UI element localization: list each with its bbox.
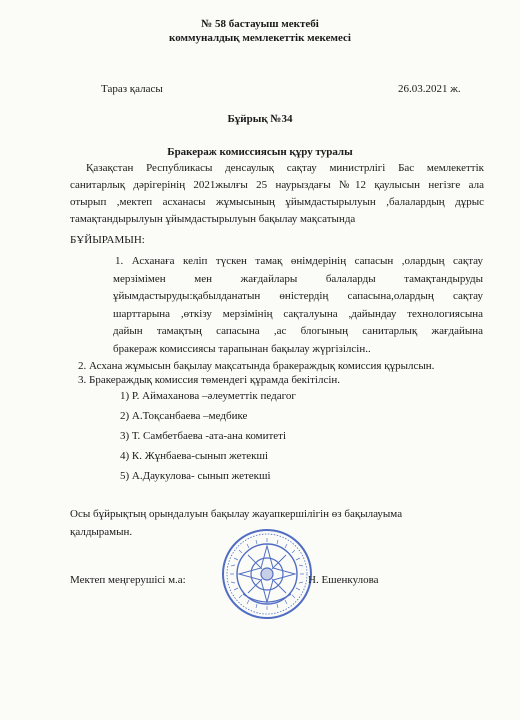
member-item: 4) К. Жұнбаева-сынып жетекші bbox=[120, 450, 269, 462]
date: 26.03.2021 ж. bbox=[398, 83, 461, 95]
item-1-line: дайын тамақтың сапасына ,ас блогының санитарлық жағдайына bbox=[113, 325, 483, 337]
item-1-line: 1. Асханаға келіп түскен тамақ өнімдерінің сапасын ,олардың сақтау bbox=[115, 255, 483, 267]
member-item: 2) А.Тоқсанбаева –медбике bbox=[120, 410, 248, 422]
member-item: 1) Р. Аймаханова –әлеуметтік педагог bbox=[120, 390, 296, 402]
item-1-paragraph bbox=[113, 253, 483, 358]
signatory-name: Н. Ешенкулова bbox=[308, 574, 379, 586]
order-word: БҰЙЫРАМЫН: bbox=[70, 234, 145, 246]
control-line-2: қалдырамын. bbox=[70, 526, 133, 538]
seal-stamp-icon bbox=[221, 528, 313, 620]
preamble-line: Қазақстан Республикасы денсаулық сақтау министрлігі Бас мемлекеттік bbox=[86, 162, 484, 174]
item-1-line: ұйымдастыруды:қабылданатын өністердің сапасына,олардың сақтау bbox=[113, 290, 483, 302]
item-1-line: шарттарына ,өткізу мерзімінің сақталуына ,дайындау технологиясына bbox=[113, 307, 483, 320]
preamble-paragraph bbox=[70, 160, 484, 228]
order-title: Бракераж комиссиясын құру туралы bbox=[167, 146, 353, 158]
member-item: 3) Т. Самбетбаева -ата-ана комитеті bbox=[120, 430, 287, 442]
preamble-line: тамақтандырылуын ұйымдастырылуын бақылау мақсатында bbox=[70, 213, 356, 225]
member-item: 5) А.Даукулова- сынып жетекші bbox=[120, 470, 271, 482]
control-line-1: Осы бұйрықтың орындалуын бақылау жауапкершілігін өз бақылауыма bbox=[70, 508, 403, 520]
signature-title: Мектеп меңгерушісі м.а: bbox=[70, 574, 186, 586]
item-3: 3. Бракераждық комиссия төмендегі құрамда бекітілсін. bbox=[78, 374, 341, 386]
place: Тараз қаласы bbox=[101, 83, 163, 95]
item-1-line: бракераж комиссиясы тарапынан бақылау жүргізілсін.. bbox=[113, 342, 371, 355]
commission-members-list bbox=[120, 389, 296, 489]
institution-line: коммуналдық мемлекеттік мекемесі bbox=[169, 32, 351, 44]
item-2: 2. Асхана жұмысын бақылау мақсатында бракераждық комиссия құрылсын. bbox=[78, 360, 435, 372]
preamble-line: санитарлық дәрігерінің 2021жылғы 25 наурыздағы №12 қаулысын негізге ала bbox=[70, 179, 484, 191]
item-1-line: мерзімімен мен жағдайлары балаларды тамақтандыруды bbox=[113, 272, 483, 285]
order-number: Бұйрық №34 bbox=[227, 113, 293, 125]
school-name-line: № 58 бастауыш мектебі bbox=[201, 18, 319, 30]
preamble-line: отырып ,мектеп асханасы жұмысының ұйымдастырылуын ,балалардың дұрыс bbox=[70, 196, 484, 208]
